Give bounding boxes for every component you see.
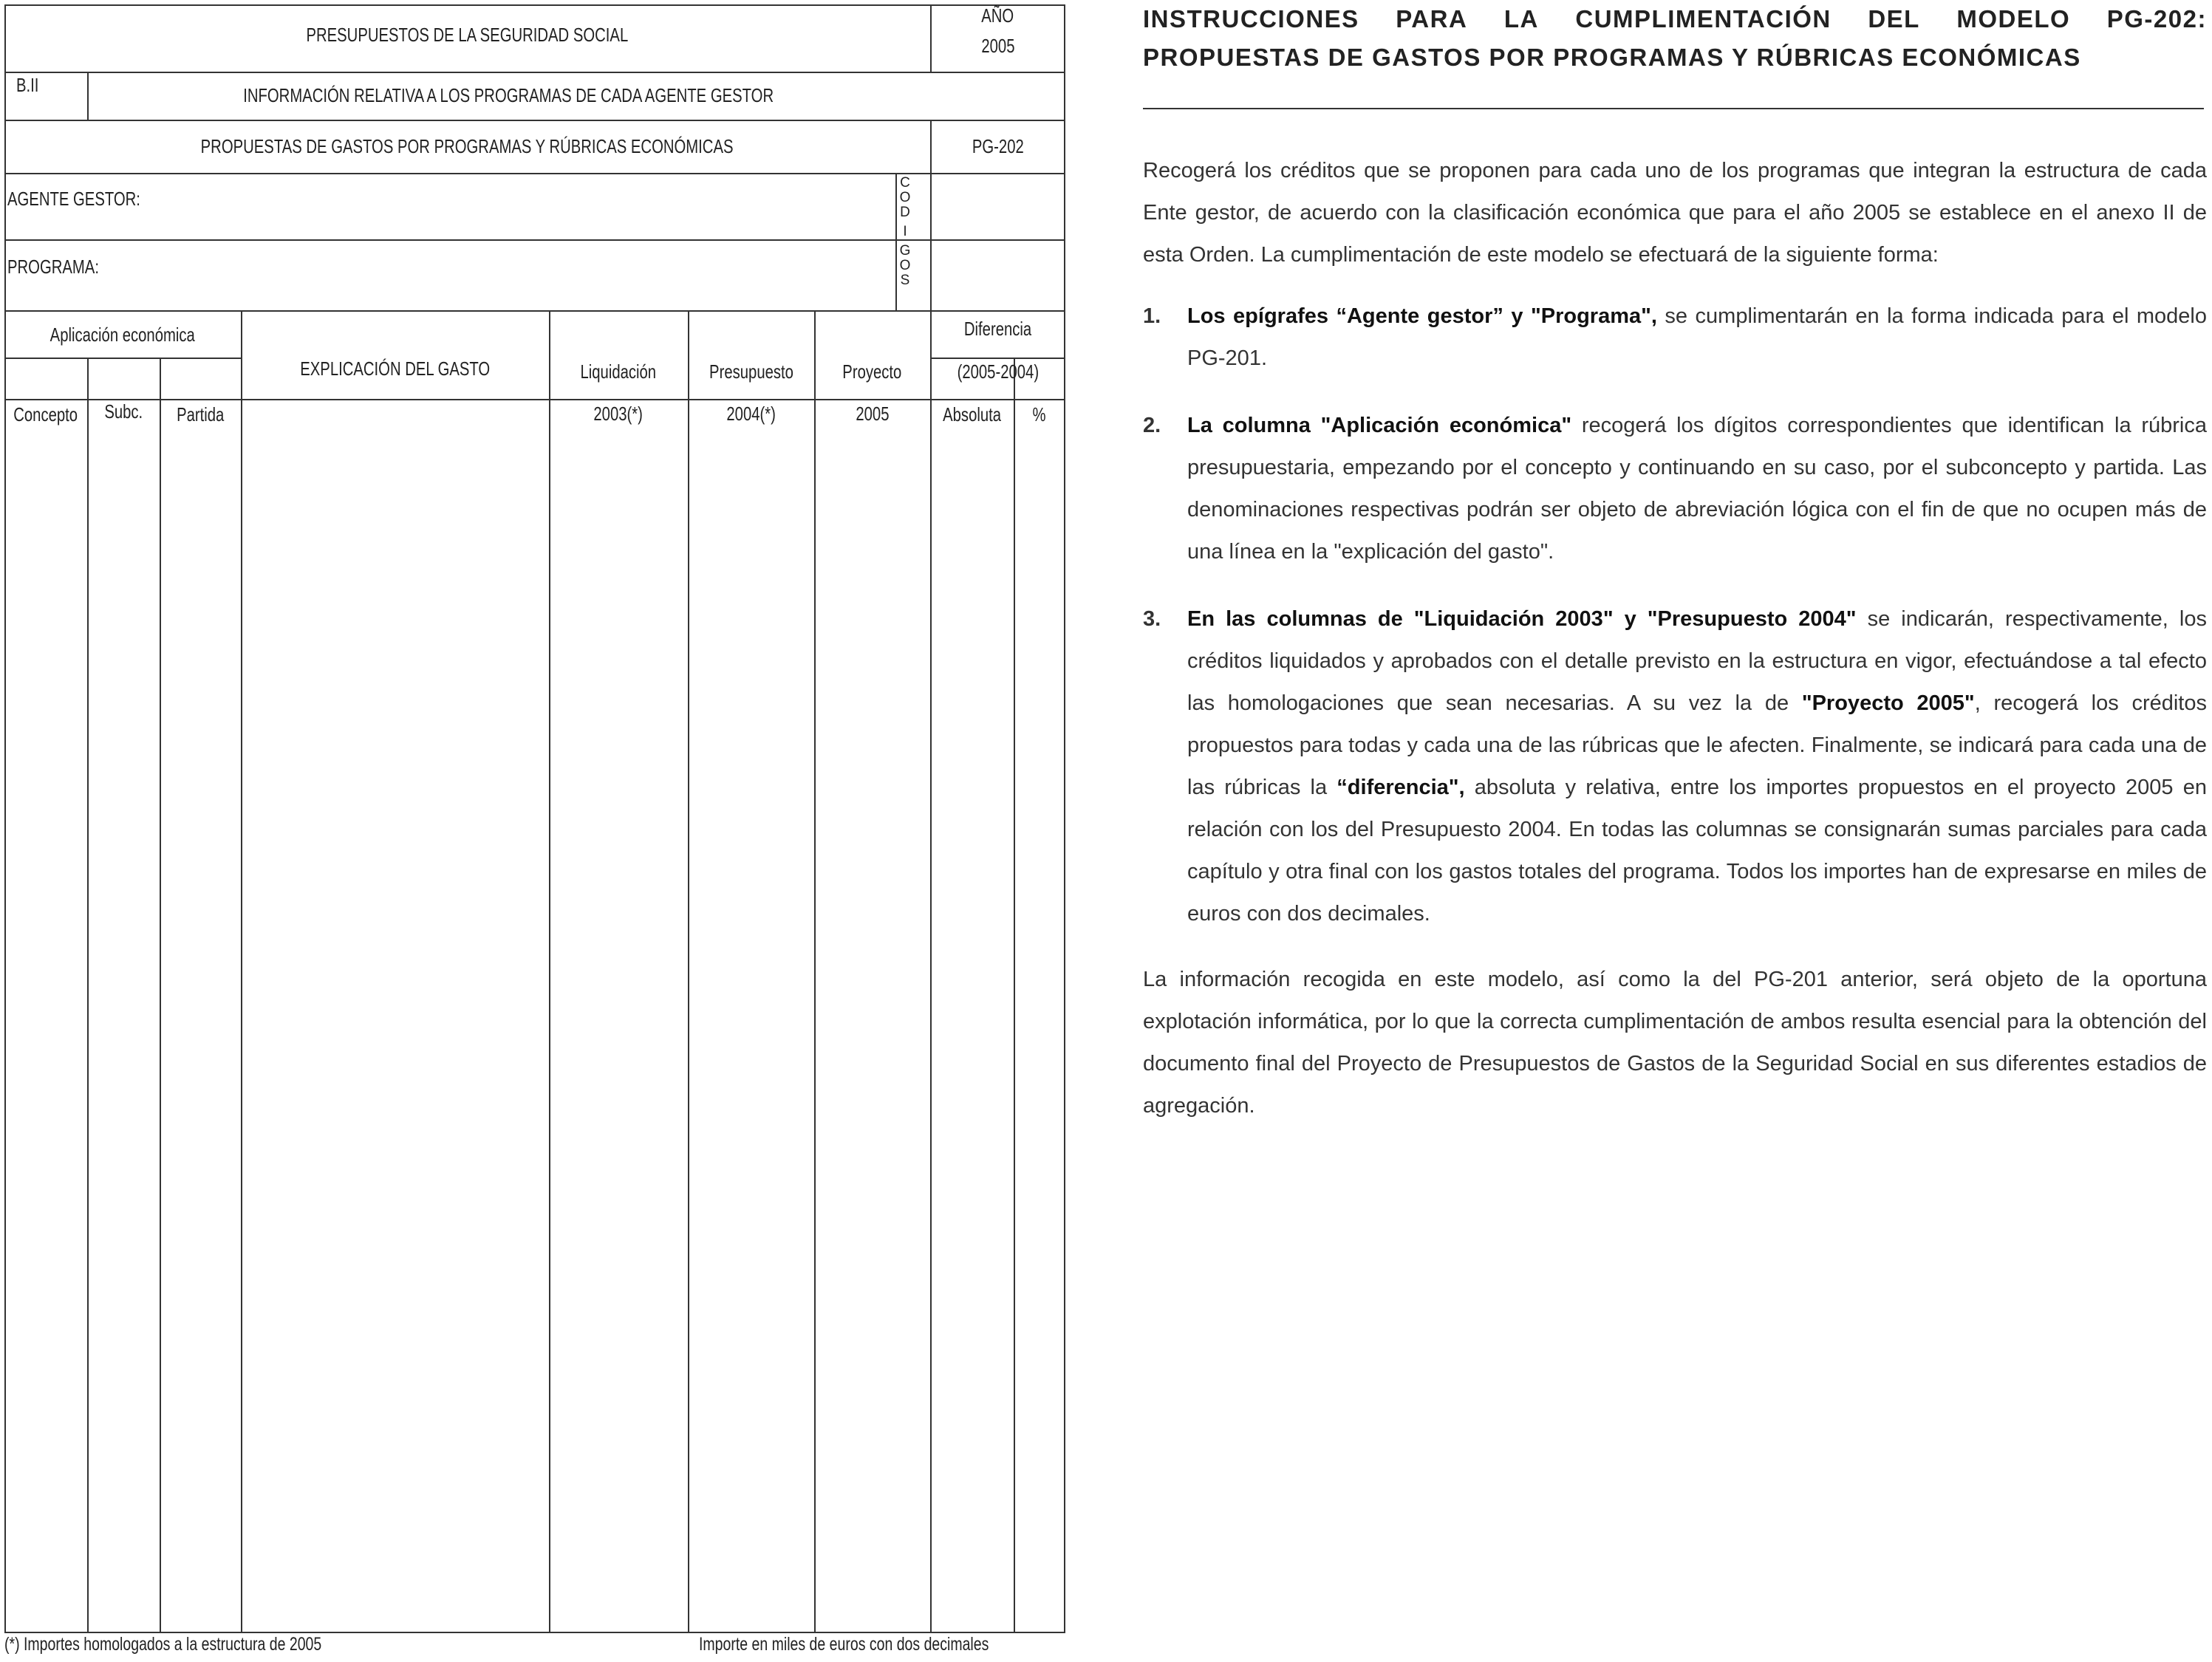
instruction-list	[1143, 295, 2207, 935]
footnote-homologados: (*) Importes homologados a la estructura de 2005	[4, 1634, 322, 1655]
title-word: LA	[1503, 5, 1539, 33]
col-presupuesto-year: 2004(*)	[726, 403, 776, 425]
table-header-midline-diferencia	[930, 358, 1065, 359]
codigos-letter: S	[900, 273, 910, 288]
col-diferencia-header	[930, 318, 1065, 341]
footnote-miles-euros: Importe en miles de euros con dos decimales	[699, 1634, 989, 1655]
instructions-title-line1	[1143, 0, 2207, 38]
footnote-left-cell	[4, 1634, 411, 1655]
item-number: 2.	[1143, 414, 1161, 437]
agente-label: AGENTE GESTOR:	[7, 188, 140, 210]
form-title-cell	[4, 135, 930, 158]
codigos-vertical-label	[897, 176, 913, 288]
programa-label-cell	[7, 256, 125, 278]
sub-partida-label: Partida	[176, 403, 225, 425]
col-liquidacion-label: Liquidación	[580, 360, 657, 383]
programa-label: PROGRAMA:	[7, 256, 99, 278]
title-word: DEL	[1868, 5, 1920, 33]
closing-paragraph: La información recogida en este modelo, así como la del PG-201 anterior, será objeto de la oportuna explotación informática, por lo que la correcta cumplimentación de ambos resulta esencial para la obtención del documento final del Proyecto de Presupuestos de Gastos de la Seguridad Social en sus diferentes estadios de agregación.	[1143, 968, 2207, 1118]
col-explicacion-header	[241, 358, 549, 380]
codigos-letter: I	[903, 224, 907, 239]
title-word: PG-202:	[2106, 5, 2207, 33]
col-proyecto-year: 2005	[855, 403, 890, 425]
form-code: PG-202	[972, 135, 1024, 157]
item-text: , recogerá los créditos propuestos para todas y cada una de las rúbricas que le afecten. Finalmente, se indicará para cada una de las rúbricas la	[1187, 691, 2207, 799]
year-value: 2005	[980, 35, 1015, 57]
section-code-cell	[16, 74, 45, 97]
agente-programa-divider	[4, 239, 930, 241]
sub-subc-label: Subc.	[104, 400, 143, 423]
sub-pct-label: %	[1032, 403, 1047, 425]
form-code-cell	[930, 135, 1065, 158]
item-text: se cumplimentarán en la forma indicada para el modelo PG-201.	[1187, 304, 2207, 370]
form-title: PROPUESTAS DE GASTOS POR PROGRAMAS Y RÚBRICAS ECONÓMICAS	[201, 135, 734, 157]
item-bold-text: La columna "Aplicación económica"	[1187, 414, 1572, 437]
item-text: absoluta y relativa, entre los importes propuestos en el proyecto 2005 en relación con los del Presupuesto 2004. En todas las columnas se consignarán sumas parciales para cada capítulo y otra final con los gastos totales del programa. Todos los importes han de expresarse en miles de euros con dos decimales.	[1187, 776, 2207, 926]
col-aplicacion-header	[4, 324, 241, 346]
table-body-entry-area[interactable]	[6, 400, 1064, 1632]
item-bold-text: "Proyecto 2005"	[1801, 691, 1975, 715]
col-proyecto-label: Proyecto	[842, 360, 902, 383]
section-code: B.II	[16, 74, 39, 96]
programa-code-field[interactable]	[932, 241, 1064, 310]
intro-paragraph: Recogerá los créditos que se proponen para cada uno de los programas que integran la estructura de cada Ente gestor, de acuerdo con la clasificación económica que para el año 2005 se establece en el anexo II de esta Orden. La cumplimentación de este modelo se efectuará de la siguiente forma:	[1143, 159, 2207, 267]
codigos-letter: O	[899, 190, 911, 205]
item-bold-text: Los epígrafes “Agente gestor” y "Programa",	[1187, 304, 1657, 328]
col-liquidacion-year: 2003(*)	[593, 403, 644, 425]
agente-label-cell	[7, 188, 178, 211]
instruction-item-3	[1143, 598, 2207, 935]
year-label: AÑO	[981, 4, 1014, 27]
form-pg202	[4, 4, 1065, 1655]
instructions-title-line2: PROPUESTAS DE GASTOS POR PROGRAMAS Y RÚBRICAS ECONÓMICAS	[1143, 44, 2081, 71]
title-word: CUMPLIMENTACIÓN	[1575, 5, 1832, 33]
col-diferencia-label: Diferencia	[963, 318, 1032, 340]
codigos-letter: G	[899, 243, 911, 259]
year-cell	[930, 4, 1065, 58]
item-bold-text: “diferencia",	[1337, 776, 1465, 799]
sub-concepto-label: Concepto	[13, 403, 78, 425]
item-number: 1.	[1143, 304, 1161, 328]
col-presupuesto-label: Presupuesto	[709, 360, 793, 383]
title-word: INSTRUCCIONES	[1143, 5, 1359, 33]
title-word: MODELO	[1956, 5, 2071, 33]
footnote-right-cell	[699, 1634, 1071, 1655]
title-word: PARA	[1396, 5, 1468, 33]
section-title: INFORMACIÓN RELATIVA A LOS PROGRAMAS DE CADA AGENTE GESTOR	[243, 84, 774, 106]
sub-absoluta-label: Absoluta	[943, 403, 1001, 425]
col-diferencia-years: (2005-2004)	[957, 360, 1039, 383]
item-number: 3.	[1143, 607, 1161, 631]
item-text: recogerá los dígitos correspondientes que identifican la rúbrica presupuestaria, empezando por el concepto y continuando en su caso, por el subconcepto y partida. Las denominaciones respectivas podrán ser objeto de abreviación lógica con el fin de que no ocupen más de una línea en la "explicación del gasto".	[1187, 414, 2207, 564]
instruction-item-2	[1143, 405, 2207, 573]
header-title-cell	[4, 24, 930, 47]
item-bold-text: En las columnas de "Liquidación 2003" y "Presupuesto 2004"	[1187, 607, 1857, 631]
item-text: se indicarán, respectivamente, los créditos liquidados y aprobados con el detalle previsto en la estructura en vigor, efectuándose a tal efecto las homologaciones que sean necesarias. A su vez la de	[1187, 607, 2207, 715]
instructions-title	[1143, 0, 2207, 77]
col-explicacion-label: EXPLICACIÓN DEL GASTO	[300, 358, 490, 380]
col-diferencia-range	[930, 360, 1065, 383]
title-rule	[1143, 108, 2204, 109]
agente-code-field[interactable]	[932, 174, 1064, 239]
table-header-midline-aplicacion	[4, 358, 241, 359]
instruction-item-1	[1143, 295, 2207, 380]
col-aplicacion-label: Aplicación económica	[50, 324, 196, 346]
section-title-cell	[87, 84, 930, 107]
codigos-letter: D	[900, 205, 910, 220]
instructions-panel	[1143, 0, 2207, 1127]
codigos-letter: O	[899, 258, 911, 273]
header-title: PRESUPUESTOS DE LA SEGURIDAD SOCIAL	[306, 24, 629, 46]
codigos-letter: C	[900, 175, 910, 191]
